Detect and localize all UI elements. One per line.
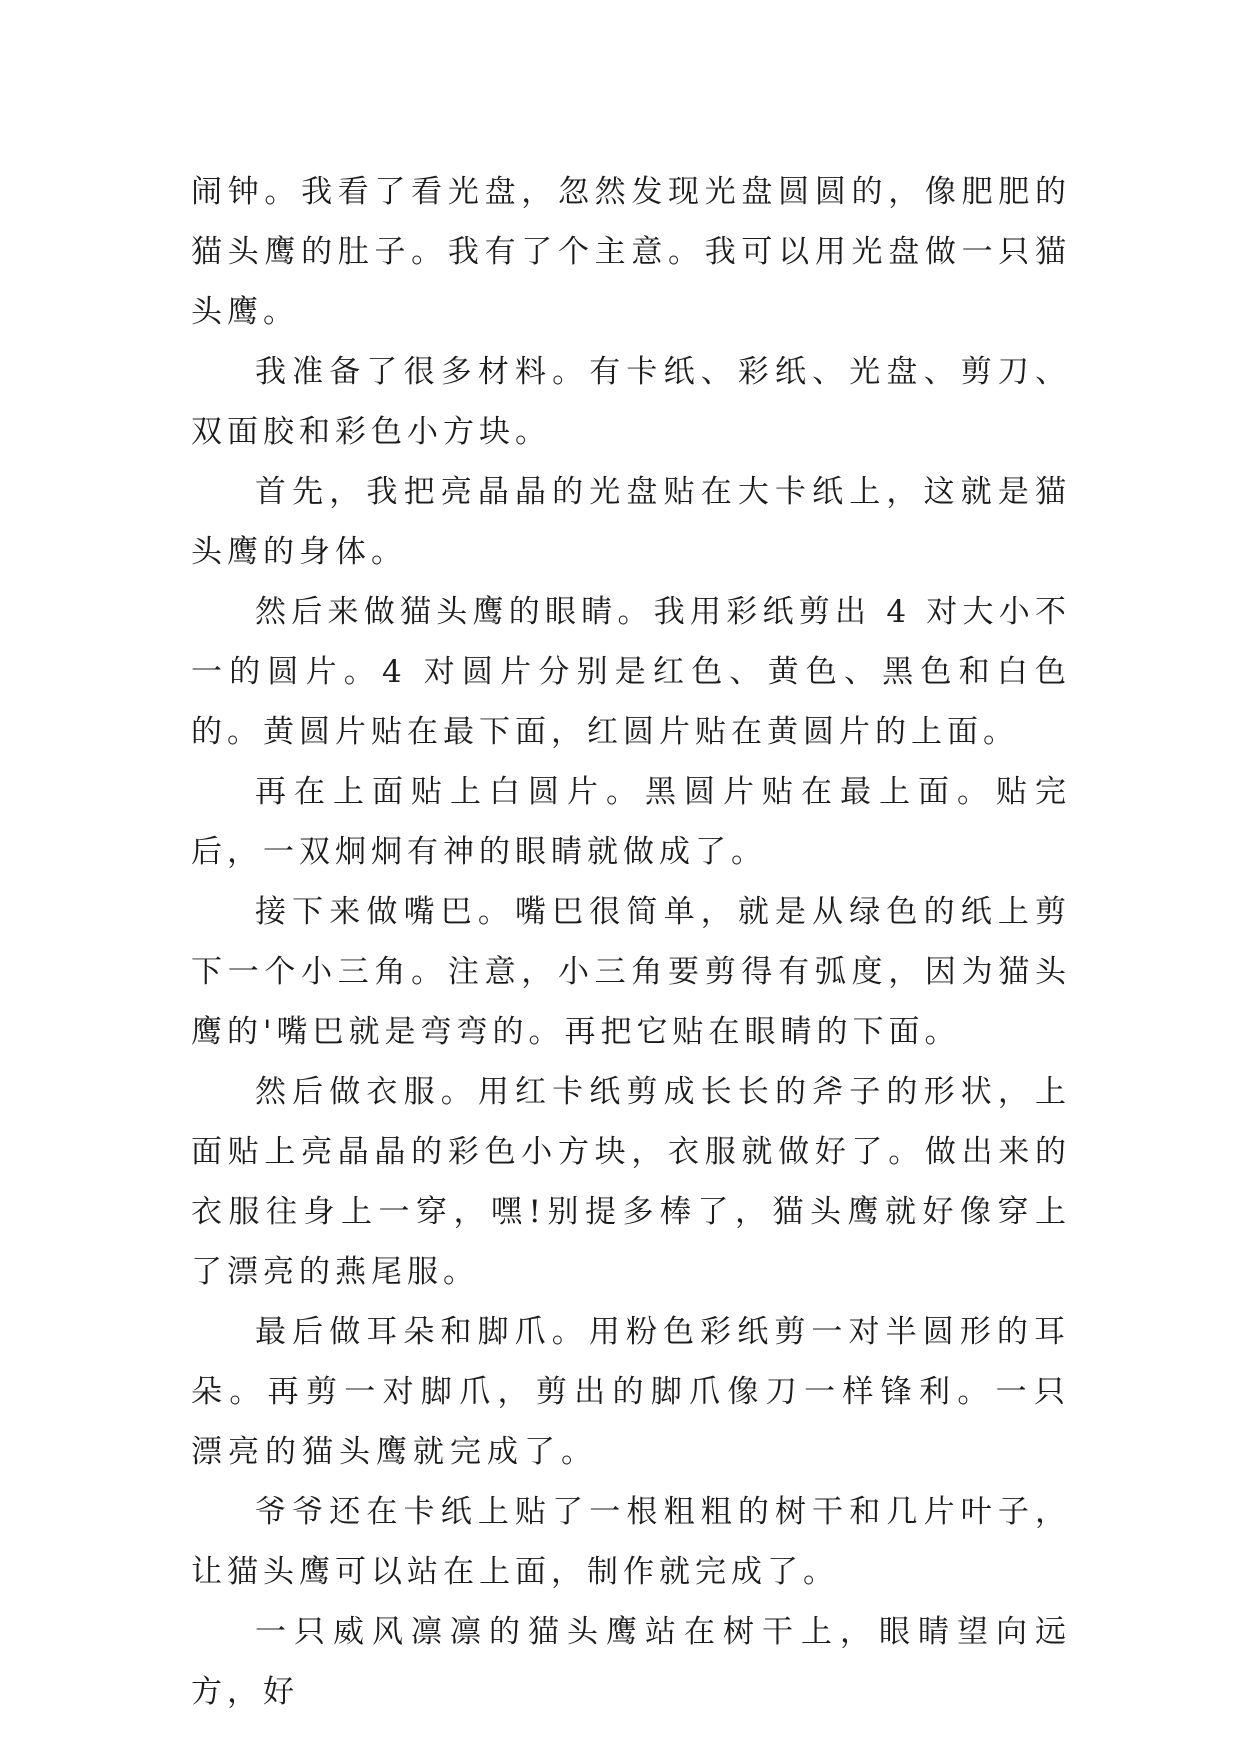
paragraph-8: 最后做耳朵和脚爪。用粉色彩纸剪一对半圆形的耳朵。再剪一对脚爪，剪出的脚爪像刀一样锋利。一只漂亮的猫头鹰就完成了。 [191,1314,1071,1470]
paragraph-2: 我准备了很多材料。有卡纸、彩纸、光盘、剪刀、双面胶和彩色小方块。 [191,354,1071,450]
essay-body [191,162,1071,1722]
paragraph-3: 首先，我把亮晶晶的光盘贴在大卡纸上，这就是猫头鹰的身体。 [191,474,1071,570]
paragraph-4: 然后来做猫头鹰的眼睛。我用彩纸剪出 4 对大小不一的圆片。4 对圆片分别是红色、黄色、黑色和白色的。黄圆片贴在最下面，红圆片贴在黄圆片的上面。 [191,594,1071,750]
paragraph-10: 一只威风凛凛的猫头鹰站在树干上，眼睛望向远方，好 [191,1614,1071,1710]
paragraph-7: 然后做衣服。用红卡纸剪成长长的斧子的形状，上面贴上亮晶晶的彩色小方块，衣服就做好了。做出来的衣服往身上一穿，嘿!别提多棒了，猫头鹰就好像穿上了漂亮的燕尾服。 [191,1074,1071,1290]
paragraph-5: 再在上面贴上白圆片。黑圆片贴在最上面。贴完后，一双炯炯有神的眼睛就做成了。 [191,774,1071,870]
paragraph-9: 爷爷还在卡纸上贴了一根粗粗的树干和几片叶子，让猫头鹰可以站在上面，制作就完成了。 [191,1494,1071,1590]
paragraph-6: 接下来做嘴巴。嘴巴很简单，就是从绿色的纸上剪下一个小三角。注意，小三角要剪得有弧度，因为猫头鹰的'嘴巴就是弯弯的。再把它贴在眼睛的下面。 [191,894,1071,1050]
paragraph-1: 闹钟。我看了看光盘，忽然发现光盘圆圆的，像肥肥的猫头鹰的肚子。我有了个主意。我可以用光盘做一只猫头鹰。 [191,174,1071,330]
